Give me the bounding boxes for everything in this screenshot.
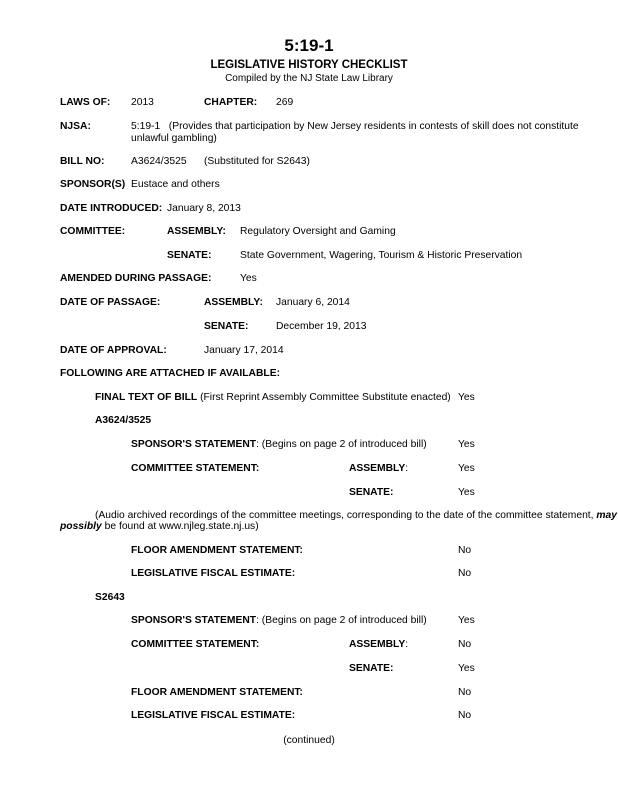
s-floor-amendment-value: No (458, 687, 472, 698)
s-sponsor-statement-value: Yes (458, 615, 475, 626)
a-committee-assembly-value: Yes (458, 463, 475, 474)
committee-senate-value: State Government, Wagering, Tourism & Historic Preservation (240, 250, 523, 261)
a-committee-assembly-label: ASSEMBLY (349, 463, 406, 474)
bill-no-note: (Substituted for S2643) (204, 156, 310, 167)
s-committee-assembly-row (349, 639, 408, 651)
s-committee-assembly-colon: : (405, 639, 409, 650)
a-floor-amendment-label: FLOOR AMENDMENT STATEMENT: (131, 545, 303, 556)
laws-of-value: 2013 (131, 97, 154, 108)
s-committee-assembly-label: ASSEMBLY (349, 639, 406, 650)
sponsor-label: SPONSOR(S) (60, 179, 126, 190)
s-fiscal-estimate-value: No (458, 710, 472, 721)
a-sponsor-statement-value: Yes (458, 439, 475, 450)
s-committee-senate-value: Yes (458, 663, 475, 674)
committee-senate-label: SENATE: (167, 250, 212, 261)
a-bill-heading: A3624/3525 (95, 415, 152, 426)
committee-assembly-value: Regulatory Oversight and Gaming (240, 226, 396, 237)
s-committee-senate-label: SENATE: (349, 663, 394, 674)
final-text-label: FINAL TEXT OF BILL (95, 392, 198, 403)
sponsor-value: Eustace and others (131, 179, 220, 190)
bill-no-label: BILL NO: (60, 156, 105, 167)
njsa-value: 5:19-1 (131, 121, 161, 132)
a-fiscal-estimate-label: LEGISLATIVE FISCAL ESTIMATE: (131, 568, 296, 579)
a-committee-senate-value: Yes (458, 487, 475, 498)
amended-value: Yes (240, 273, 257, 284)
final-text-row (95, 392, 451, 404)
s-sponsor-statement-row (131, 615, 427, 627)
s-committee-statement-label: COMMITTEE STATEMENT: (131, 639, 260, 650)
s-committee-assembly-value: No (458, 639, 472, 650)
njsa-text (131, 121, 601, 145)
s-sponsor-statement-label: SPONSOR'S STATEMENT (131, 615, 257, 626)
continued-note: (continued) (283, 735, 335, 746)
laws-of-label: LAWS OF: (60, 97, 111, 108)
amended-label: AMENDED DURING PASSAGE: (60, 273, 212, 284)
audio-note-emph-possibly: possibly (60, 521, 102, 532)
passage-senate-value: December 19, 2013 (276, 321, 367, 332)
date-introduced-value: January 8, 2013 (167, 203, 241, 214)
njsa-description: (Provides that participation by New Jersey residents in contests of skill does not constitute unlawful gambling) (131, 121, 579, 144)
date-introduced-label: DATE INTRODUCED: (60, 203, 163, 214)
passage-assembly-value: January 6, 2014 (276, 297, 350, 308)
committee-assembly-label: ASSEMBLY: (167, 226, 226, 237)
a-committee-statement-label: COMMITTEE STATEMENT: (131, 463, 260, 474)
a-committee-assembly-row (349, 463, 408, 475)
compiled-by: Compiled by the NJ State Law Library (225, 73, 393, 84)
document-title: LEGISLATIVE HISTORY CHECKLIST (210, 59, 408, 71)
audio-note-line-2 (60, 521, 259, 533)
committee-label: COMMITTEE: (60, 226, 126, 237)
passage-assembly-label: ASSEMBLY: (204, 297, 263, 308)
chapter-value: 269 (276, 97, 294, 108)
audio-note-pre: (Audio archived recordings of the committee meetings, corresponding to the date of the committee statement, (95, 510, 594, 521)
a-sponsor-statement-label: SPONSOR'S STATEMENT (131, 439, 257, 450)
s-sponsor-statement-note: : (Begins on page 2 of introduced bill) (256, 615, 427, 626)
a-sponsor-statement-row (131, 439, 427, 451)
njsa-label: NJSA: (60, 121, 91, 132)
chapter-label: CHAPTER: (204, 97, 258, 108)
a-committee-senate-label: SENATE: (349, 487, 394, 498)
s-floor-amendment-label: FLOOR AMENDMENT STATEMENT: (131, 687, 303, 698)
a-sponsor-statement-note: : (Begins on page 2 of introduced bill) (256, 439, 427, 450)
bill-no-value: A3624/3525 (131, 156, 187, 167)
a-fiscal-estimate-value: No (458, 568, 472, 579)
date-of-passage-label: DATE OF PASSAGE: (60, 297, 161, 308)
date-of-approval-label: DATE OF APPROVAL: (60, 345, 167, 356)
final-text-value: Yes (458, 392, 475, 403)
audio-note-emph-may: may (596, 510, 617, 521)
s-bill-heading: S2643 (95, 592, 125, 603)
final-text-note: (First Reprint Assembly Committee Substitute enacted) (200, 392, 451, 403)
attached-heading: FOLLOWING ARE ATTACHED IF AVAILABLE: (60, 368, 281, 379)
s-fiscal-estimate-label: LEGISLATIVE FISCAL ESTIMATE: (131, 710, 296, 721)
audio-note-post: be found at www.njleg.state.nj.us) (104, 521, 259, 532)
passage-senate-label: SENATE: (204, 321, 249, 332)
a-committee-assembly-colon: : (405, 463, 409, 474)
a-floor-amendment-value: No (458, 545, 472, 556)
date-of-approval-value: January 17, 2014 (204, 345, 284, 356)
document-code: 5:19-1 (284, 36, 334, 55)
